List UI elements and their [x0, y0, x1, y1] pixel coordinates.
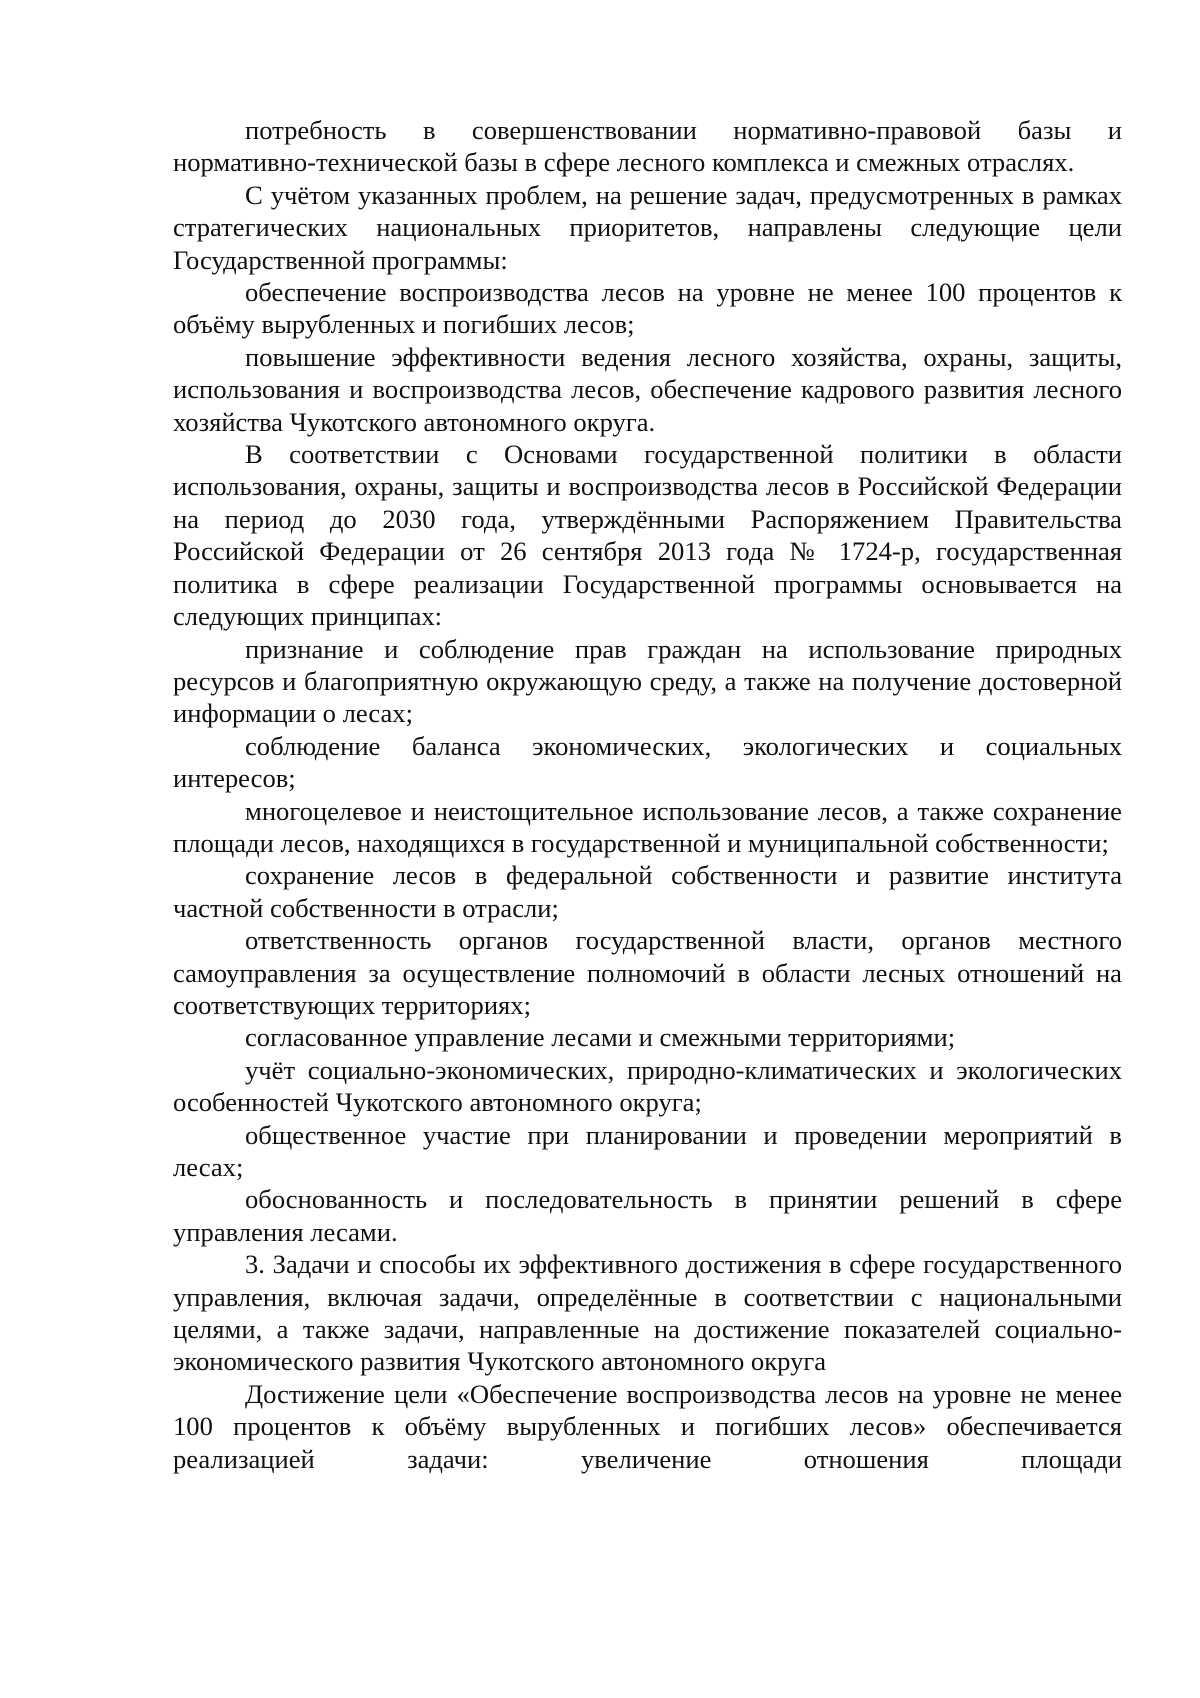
- paragraph-principle-responsibility: ответственность органов государственной власти, органов местного самоуправления за осуществление полномочий в области лесных отношений на соответствующих территориях;: [173, 925, 1122, 1020]
- paragraph-policy-basis: В соответствии с Основами государственной политики в области использования, охраны, защиты и воспроизводства лесов в Российской Федерации на период до 2030 года, утверждёнными Распоряжением Правительства Российской Федерации от 26 сентября 2013 года № 1724-р, государственная политика в сфере реализации Государственной программы основывается на следующих принципах:: [173, 439, 1122, 632]
- section-heading-tasks: 3. Задачи и способы их эффективного достижения в сфере государственного управления, включая задачи, определённые в соответствии с национальными целями, а также задачи, направленные на достижение показателей социально-экономического развития Чукотского автономного округа: [173, 1249, 1122, 1377]
- paragraph-principle-public-participation: общественное участие при планировании и проведении мероприятий в лесах;: [173, 1119, 1122, 1182]
- paragraph-principle-multipurpose: многоцелевое и неистощительное использование лесов, а также сохранение площади лесов, находящихся в государственной и муниципальной собственности;: [173, 795, 1122, 858]
- paragraph-principle-consistency: обоснованность и последовательность в принятии решений в сфере управления лесами.: [173, 1184, 1122, 1247]
- paragraph-principle-coordinated-management: согласованное управление лесами и смежными территориями;: [245, 1022, 956, 1053]
- paragraph-principle-rights: признание и соблюдение прав граждан на использование природных ресурсов и благоприятную окружающую среду, а также на получение достоверной информации о лесах;: [173, 633, 1122, 729]
- paragraph-principle-federal-ownership: сохранение лесов в федеральной собственности и развитие института частной собственности в отрасли;: [173, 860, 1122, 923]
- paragraph-goals-intro: С учётом указанных проблем, на решение задач, предусмотренных в рамках стратегических национальных приоритетов, направлены следующие цели Государственной программы:: [173, 179, 1122, 275]
- paragraph-goal-reproduction: обеспечение воспроизводства лесов на уровне не менее 100 процентов к объёму вырубленных и погибших лесов;: [173, 277, 1122, 340]
- document-body: [173, 114, 1122, 1475]
- paragraph-principle-balance: соблюдение баланса экономических, экологических и социальных интересов;: [173, 730, 1122, 794]
- paragraph-continuation: потребность в совершенствовании нормативно-правовой базы и нормативно-технической базы в сфере лесного комплекса и смежных отраслях.: [173, 115, 1122, 178]
- paragraph-goal-efficiency: повышение эффективности ведения лесного хозяйства, охраны, защиты, использования и воспроизводства лесов, обеспечение кадрового развития лесного хозяйства Чукотского автономного округа.: [173, 341, 1122, 437]
- paragraph-principle-regional-features: учёт социально-экономических, природно-климатических и экологических особенностей Чукотского автономного округа;: [173, 1054, 1122, 1118]
- paragraph-goal-achievement: Достижение цели «Обеспечение воспроизводства лесов на уровне не менее 100 процентов к объёму вырубленных и погибших лесов» обеспечивается реализацией задачи: увеличение отношения площади: [173, 1378, 1122, 1474]
